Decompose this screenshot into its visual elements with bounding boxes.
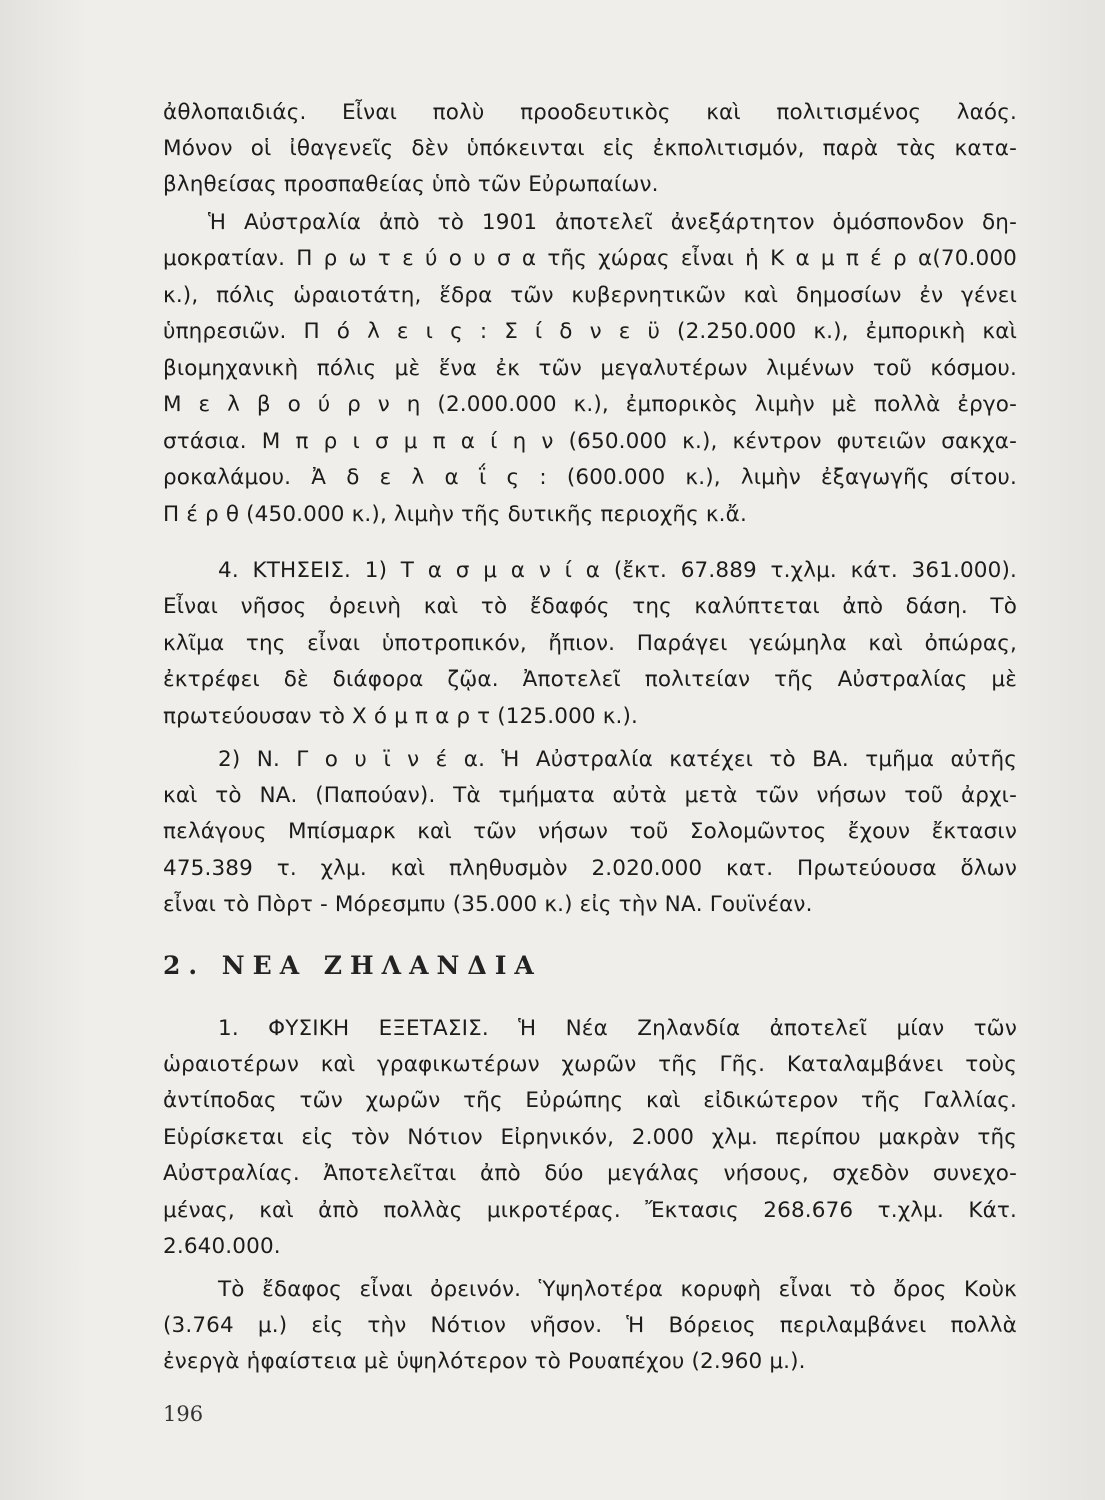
text-line: 1. ΦΥΣΙΚΗ ΕΞΕΤΑΣΙΣ. Ἡ Νέα Ζηλανδία ἀποτελεῖ μίαν τῶν [218,1016,1017,1041]
text-line: Αὐστραλίας. Ἀποτελεῖται ἀπὸ δύο μεγάλας νήσους, σχεδὸν συνεχο- [163,1161,1017,1186]
text-line: Μόνον οἱ ἰθαγενεῖς δὲν ὑπόκεινται εἰς ἐκπολιτισμόν, παρὰ τὰς κατα- [163,136,1017,161]
text-line: ἐκτρέφει δὲ διάφορα ζῷα. Ἀποτελεῖ πολιτείαν τῆς Αὐστραλίας μὲ [163,667,1017,692]
text-line: καὶ τὸ ΝΑ. (Παπούαν). Τὰ τμήματα αὐτὰ μετὰ τῶν νήσων τοῦ ἀρχι- [163,783,1017,808]
text-line: ἀθλοπαιδιάς. Εἶναι πολὺ προοδευτικὸς καὶ πολιτισμένος λαός. [163,100,1017,125]
text-line: βιομηχανικὴ πόλις μὲ ἕνα ἐκ τῶν μεγαλυτέρων λιμένων τοῦ κόσμου. [163,356,1017,381]
text-line: Τὸ ἔδαφος εἶναι ὀρεινόν. Ὑψηλοτέρα κορυφὴ εἶναι τὸ ὄρος Κοὺκ [218,1277,1017,1302]
text-line: πρωτεύουσαν τὸ Χ ό μ π α ρ τ (125.000 κ.). [163,704,639,729]
text-line: ἀντίποδας τῶν χωρῶν τῆς Εὐρώπης καὶ εἰδικώτερον τῆς Γαλλίας. [163,1088,1017,1113]
text-line: Μ ε λ β ο ύ ρ ν η (2.000.000 κ.), ἐμπορικὸς λιμὴν μὲ πολλὰ ἐργο- [163,392,1017,417]
text-line: Ἡ Αὐστραλία ἀπὸ τὸ 1901 ἀποτελεῖ ἀνεξάρτητον ὁμόσπονδον δη- [208,210,1017,235]
text-line: ροκαλάμου. Ἀ δ ε λ α ΐ ς : (600.000 κ.), λιμὴν ἐξαγωγῆς σίτου. [163,465,1017,490]
section-heading: 2. ΝΕΑ ΖΗΛΑΝΔΙΑ [163,951,542,980]
text-line: 2) Ν. Γ ο υ ϊ ν έ α. Ἡ Αὐστραλία κατέχει τὸ ΒΑ. τμῆμα αὐτῆς [218,747,1017,772]
text-line: ὡραιοτέρων καὶ γραφικωτέρων χωρῶν τῆς Γῆς. Καταλαμβάνει τοὺς [163,1052,1017,1077]
text-line: ἐνεργὰ ἡφαίστεια μὲ ὑψηλότερον τὸ Ρουαπέχου (2.960 μ.). [163,1349,806,1374]
text-line: πελάγους Μπίσμαρκ καὶ τῶν νήσων τοῦ Σολομῶντος ἔχουν ἔκτασιν [163,819,1017,844]
text-line: Εὑρίσκεται εἰς τὸν Νότιον Εἰρηνικόν, 2.000 χλμ. περίπου μακρὰν τῆς [163,1125,1017,1150]
text-line: στάσια. Μ π ρ ι σ μ π α ί η ν (650.000 κ.), κέντρον φυτειῶν σακχα- [163,429,1017,454]
text-line: εἶναι τὸ Πὸρτ - Μόρεσμπυ (35.000 κ.) εἰς τὴν ΝΑ. Γουϊνέαν. [163,892,813,917]
text-line: 4. ΚΤΗΣΕΙΣ. 1) Τ α σ μ α ν ί α (ἔκτ. 67.889 τ.χλμ. κάτ. 361.000). [218,558,1017,583]
text-line: μένας, καὶ ἀπὸ πολλὰς μικροτέρας. Ἔκτασις 268.676 τ.χλμ. Κάτ. [163,1198,1017,1223]
text-line: ὑπηρεσιῶν. Π ό λ ε ι ς : Σ ί δ ν ε ϋ (2.250.000 κ.), ἐμπορικὴ καὶ [163,319,1017,344]
text-line: 2.640.000. [163,1234,281,1259]
text-line: Εἶναι νῆσος ὀρεινὴ καὶ τὸ ἔδαφός της καλύπτεται ἀπὸ δάση. Τὸ [163,594,1017,619]
text-line: (3.764 μ.) εἰς τὴν Νότιον νῆσον. Ἡ Βόρειος περιλαμβάνει πολλὰ [163,1313,1017,1338]
text-line: μοκρατίαν. Π ρ ω τ ε ύ ο υ σ α τῆς χώρας εἶναι ἡ Κ α μ π έ ρ α(70.000 [163,246,1017,271]
text-line: κλῖμα της εἶναι ὑποτροπικόν, ἤπιον. Παράγει γεώμηλα καὶ ὀπώρας, [163,631,1017,656]
text-line: 475.389 τ. χλμ. καὶ πληθυσμὸν 2.020.000 κατ. Πρωτεύουσα ὅλων [163,856,1017,881]
text-line: Π έ ρ θ (450.000 κ.), λιμὴν τῆς δυτικῆς περιοχῆς κ.ἄ. [163,502,747,527]
page-number: 196 [163,1402,204,1426]
text-line: κ.), πόλις ὡραιοτάτη, ἕδρα τῶν κυβερνητικῶν καὶ δημοσίων ἐν γένει [163,283,1017,308]
text-line: βληθείσας προσπαθείας ὑπὸ τῶν Εὐρωπαίων. [163,172,659,197]
